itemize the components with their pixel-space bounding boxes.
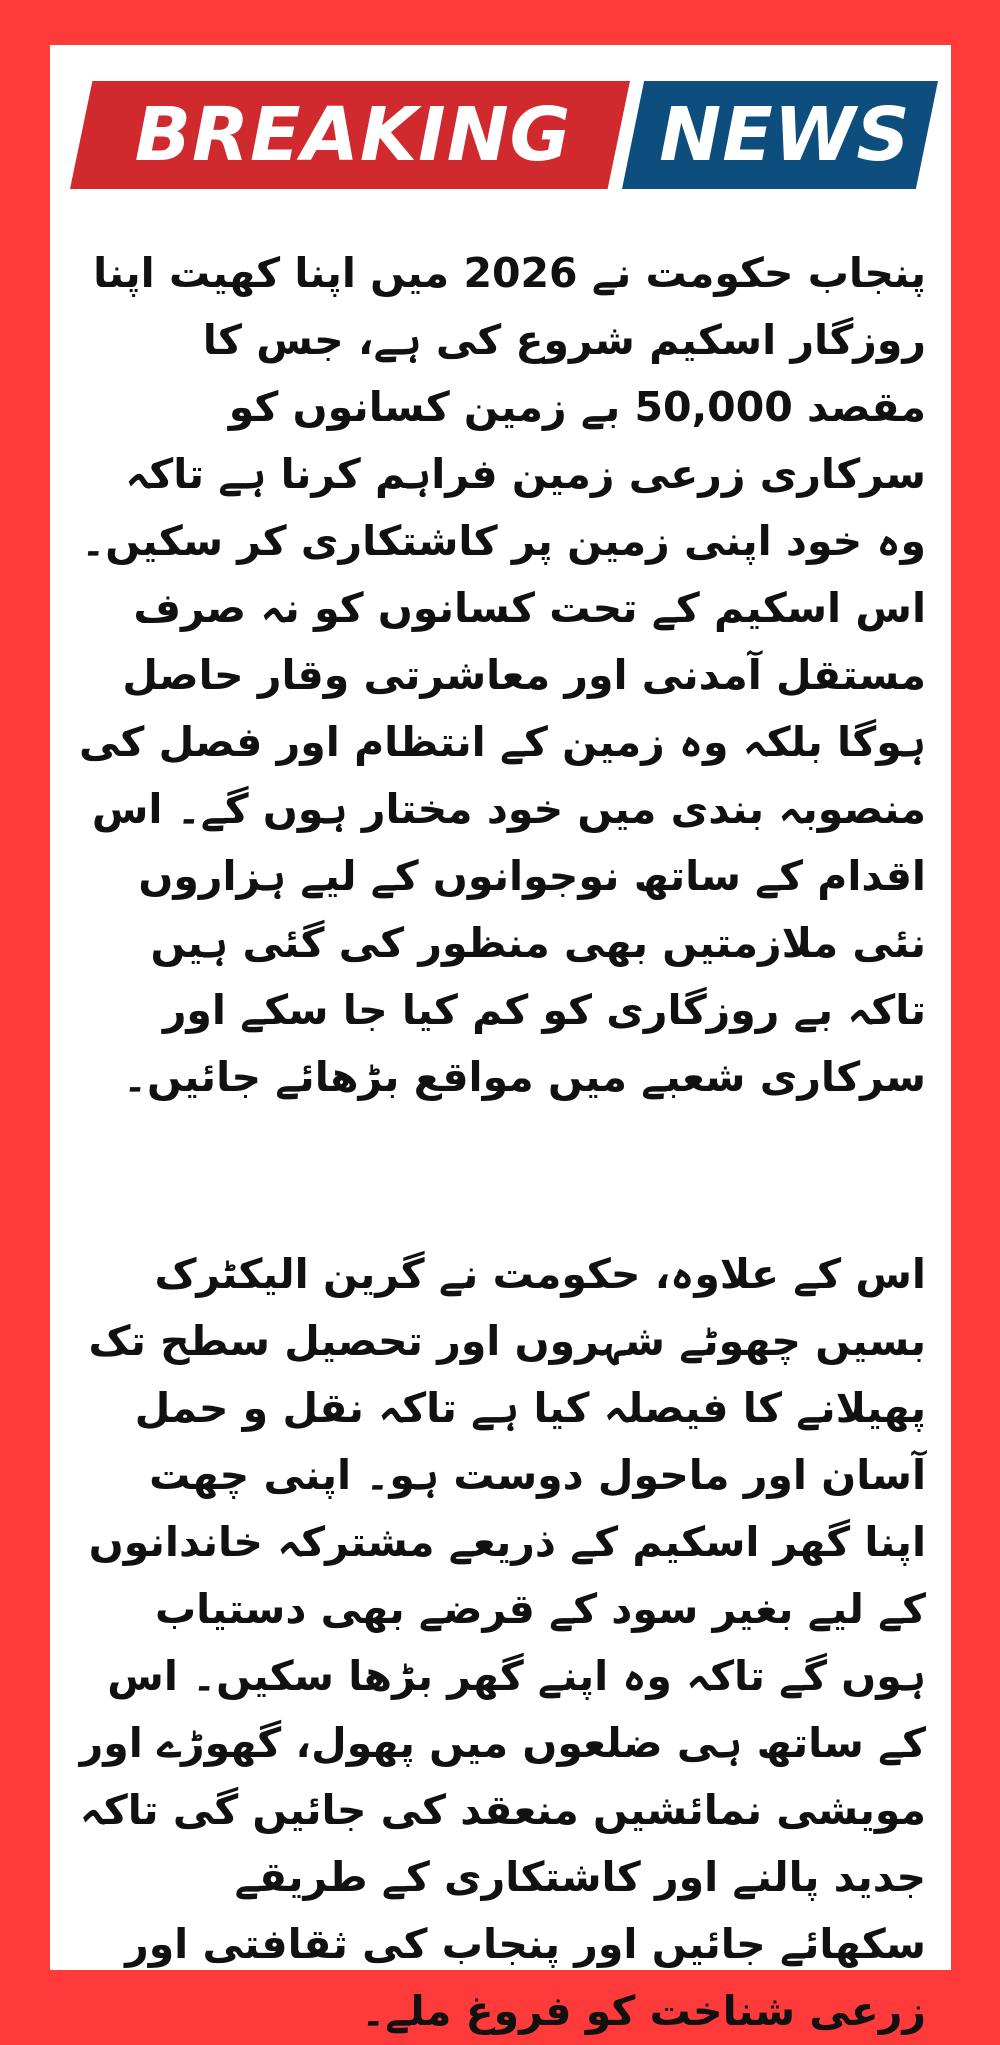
article-paragraph-2: اس کے علاوہ، حکومت نے گرین الیکٹرک بسیں چھوٹے شہروں اور تحصیل سطح تک پھیلانے کا فیصلہ کیا ہے تاکہ نقل و حمل آسان اور ماحول دوست ہو۔ اپنی چھت اپنا گھر اسکیم کے ذریعے مشترکہ خاندانوں کے لیے بغیر سود کے قرضے بھی دستیاب ہوں گے تاکہ وہ اپنے گھر بڑھا سکیں۔ اس کے ساتھ ہی ضلعوں میں پھول، گھوڑے اور مویشی نمائشیں منعقد کی جائیں گی تاکہ جدید پالنے اور کاشتکاری کے طریقے سکھائے جائیں اور پنجاب کی ثقافتی اور زرعی شناخت کو فروغ ملے۔: [79, 1250, 926, 2035]
article-body: [75, 240, 926, 2045]
banner-news-text: NEWS: [659, 92, 911, 178]
news-card: [50, 45, 951, 2035]
breaking-news-banner: [70, 81, 938, 189]
article-paragraph-1: پنجاب حکومت نے 2026 میں اپنا کھیت اپنا روزگار اسکیم شروع کی ہے، جس کا مقصد 50,000 بے زمین کسانوں کو سرکاری زرعی زمین فراہم کرنا ہے تاکہ وہ خود اپنی زمین پر کاشتکاری کر سکیں۔ اس اسکیم کے تحت کسانوں کو نہ صرف مستقل آمدنی اور معاشرتی وقار حاصل ہوگا بلکہ وہ زمین کے انتظام اور فصل کی منصوبہ بندی میں خود مختار ہوں گے۔ اس اقدام کے ساتھ نوجوانوں کے لیے ہزاروں نئی ملازمتیں بھی منظور کی گئی ہیں تاکہ بے روزگاری کو کم کیا جا سکے اور سرکاری شعبے میں مواقع بڑھائے جائیں۔: [78, 249, 926, 1101]
banner-breaking-text: BREAKING: [134, 92, 572, 178]
